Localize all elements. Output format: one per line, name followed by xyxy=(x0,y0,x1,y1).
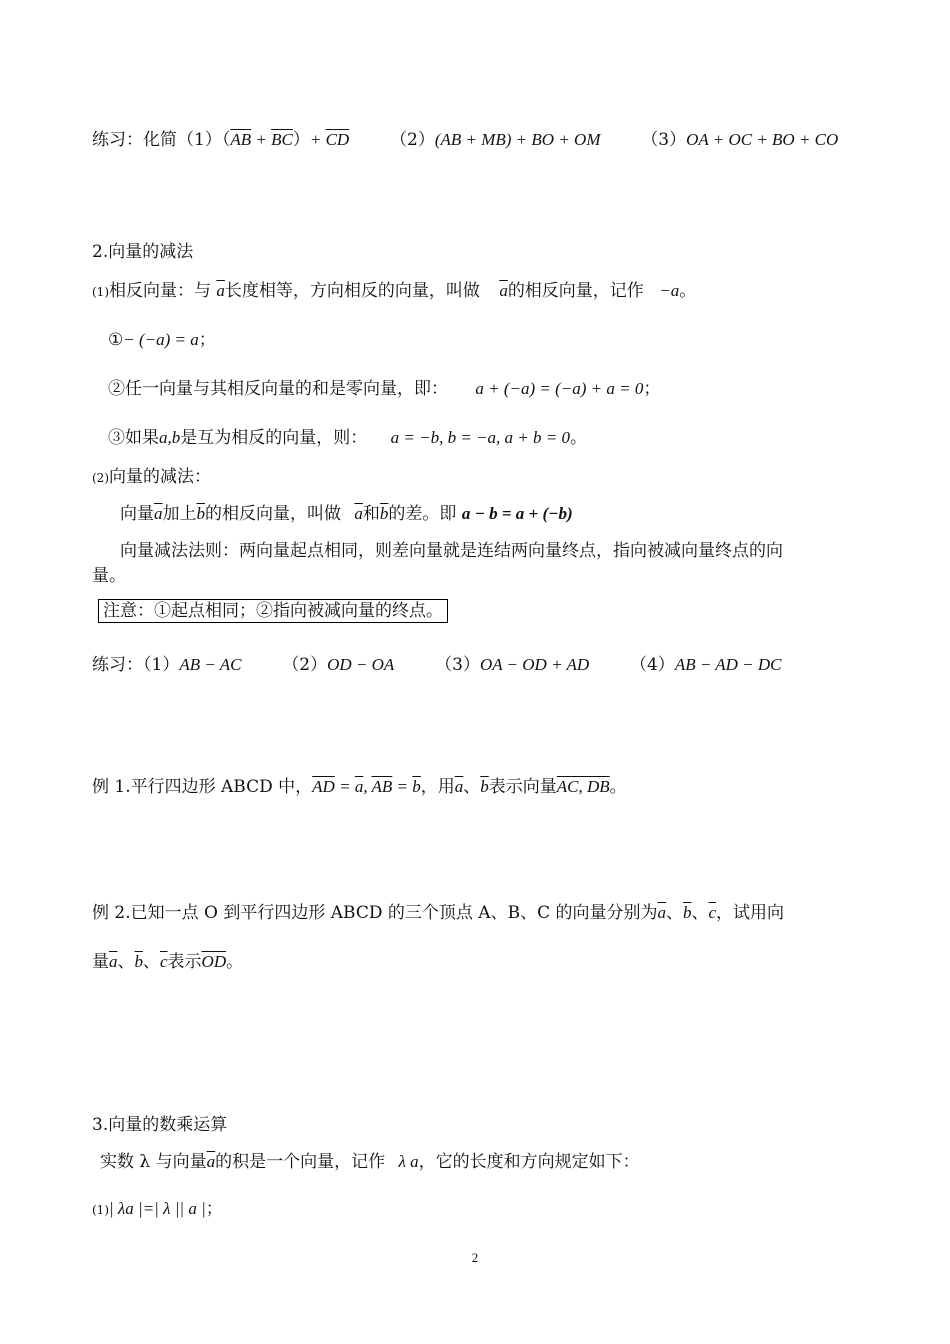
example-2-line-1: 例 2.已知一点 O 到平行四边形 ABCD 的三个顶点 A、B、C 的向量分别为$\overline{a}$、$\overline{b}$、$\overline{c}$，试用向 xyxy=(92,903,785,923)
exercise-simplify: 练习：化简$(1)(\overline{AB} + \overline{BC})+ \overline{CD}$ （2）(AB + MB) + BO + OM （3）OA + OC + BO + CO xyxy=(92,130,839,150)
note-box xyxy=(98,600,448,622)
expr-1: $(\overline{AB} + \overline{BC})+ \overline{CD}$ xyxy=(221,130,350,149)
subtraction-rule-cont: 量。 xyxy=(92,566,126,586)
exercise-subtraction: 练习：（1）AB − AC （2）OD − OA （3）OA − OD + AD （4）AB − AD − DC xyxy=(92,655,782,675)
page-number: 2 xyxy=(471,1250,479,1265)
opposite-vector-def: (1)相反向量：与 $\overline{a}$长度相等，方向相反的向量，叫做 $\overline{a}$的相反向量，记作 −a。 xyxy=(92,281,697,301)
difference-definition: 向量$\overline{a}$加上$\overline{b}$的相反向量，叫做 $\overline{a}$和$\overline{b}$的差。即 a − b = a + (−b) xyxy=(120,504,573,524)
example-1-given: $\overline{AD} = \overline{a}$, $\overline{AB} = \overline{b}$ xyxy=(312,777,421,796)
example-2-line-2: 量$\overline{a}$、$\overline{b}$、$\overline{c}$表示$\overline{OD}$。 xyxy=(92,952,244,972)
property-1: ①− (−a) = a； xyxy=(108,330,216,350)
expr-2: (AB + MB) + BO + OM xyxy=(434,130,601,149)
section-title-scalar: 3.向量的数乘运算 xyxy=(92,1115,228,1135)
example-1: 例 1.平行四边形 ABCD 中，$\overline{AD} = \overline{a}$, $\overline{AB} = \overline{b}$，用$\overline{a}$、$\overline{b}$表示向量AC, DB。 xyxy=(92,777,627,797)
exercise-label: 练习：化简 xyxy=(92,130,177,150)
scalar-intro: 实数 λ 与向量$\overline{a}$的积是一个向量，记作 λ a，它的长度和方向规定如下： xyxy=(100,1152,640,1172)
expr-3: OA + OC + BO + CO xyxy=(686,130,839,149)
property-2: ②任一向量与其相反向量的和是零向量，即： a + (−a) = (−a) + a = 0； xyxy=(108,379,661,399)
section-title-subtraction: 2.向量的减法 xyxy=(92,242,194,262)
subtraction-rule: 向量减法法则：两向量起点相同，则差向量就是连结两向量终点，指向被减向量终点的向 xyxy=(120,541,783,561)
scalar-rule-1: (1)| λa |=| λ || a |； xyxy=(92,1199,223,1219)
property-3: ③如果a,b是互为相反的向量，则： a = −b, b = −a, a + b = 0。 xyxy=(108,428,587,448)
note-text: 注意：①起点相同；②指向被减向量的终点。 xyxy=(98,599,448,623)
subtraction-heading: (2)向量的减法： xyxy=(92,467,211,487)
